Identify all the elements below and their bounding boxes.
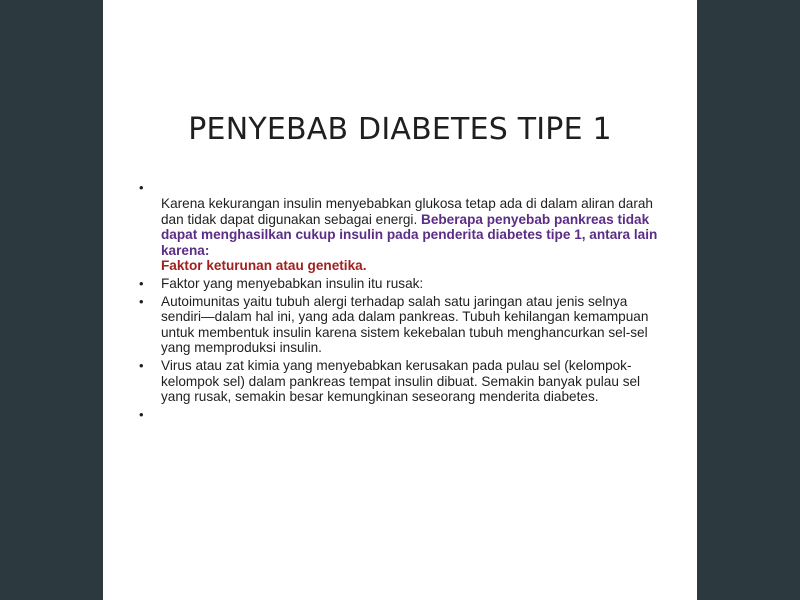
list-item bbox=[139, 180, 669, 274]
bullet-emphasis-text: Faktor keturunan atau genetika. bbox=[161, 258, 367, 274]
bullet-normal-text: Karena kekurangan insulin menyebabkan glukosa tetap ada di dalam aliran darah dan tidak dapat digunakan sebagai energi. bbox=[161, 196, 653, 227]
list-item bbox=[139, 407, 669, 421]
bullet-text: Faktor yang menyebabkan insulin itu rusak: bbox=[161, 275, 424, 291]
presentation-slide bbox=[103, 0, 697, 600]
slide-title: PENYEBAB DIABETES TIPE 1 bbox=[188, 112, 612, 147]
bullet-text: Autoimunitas yaitu tubuh alergi terhadap salah satu jaringan atau jenis selnya sendiri—dalam hal ini, yang ada dalam pankreas. Tubuh kehilangan kemampuan untuk membentuk insulin karena sistem kekebalan tubuh menghancurkan sel-sel yang memproduksi insulin. bbox=[161, 293, 649, 356]
bullet-dot-icon: • bbox=[139, 275, 144, 291]
bullet-dot-icon: • bbox=[139, 406, 144, 422]
bullet-dot-icon: • bbox=[139, 180, 144, 195]
right-margin-bar bbox=[697, 0, 800, 600]
left-margin-bar bbox=[0, 0, 103, 600]
bullet-text bbox=[161, 180, 669, 274]
bullet-highlight-text: Beberapa penyebab pankreas tidak dapat menghasilkan cukup insulin pada penderita diabetes tipe 1, antara lain karena: bbox=[161, 211, 658, 258]
bullet-list bbox=[139, 180, 669, 423]
bullet-dot-icon: • bbox=[139, 293, 144, 309]
list-item bbox=[139, 276, 669, 292]
bullet-text: Virus atau zat kimia yang menyebabkan kerusakan pada pulau sel (kelompok-kelompok sel) dalam pankreas tempat insulin dibuat. Semakin banyak pulau sel yang rusak, semakin besar kemungkinan seseorang menderita diabetes. bbox=[161, 357, 641, 405]
list-item bbox=[139, 294, 669, 356]
bullet-dot-icon: • bbox=[139, 357, 144, 373]
list-item bbox=[139, 358, 669, 405]
